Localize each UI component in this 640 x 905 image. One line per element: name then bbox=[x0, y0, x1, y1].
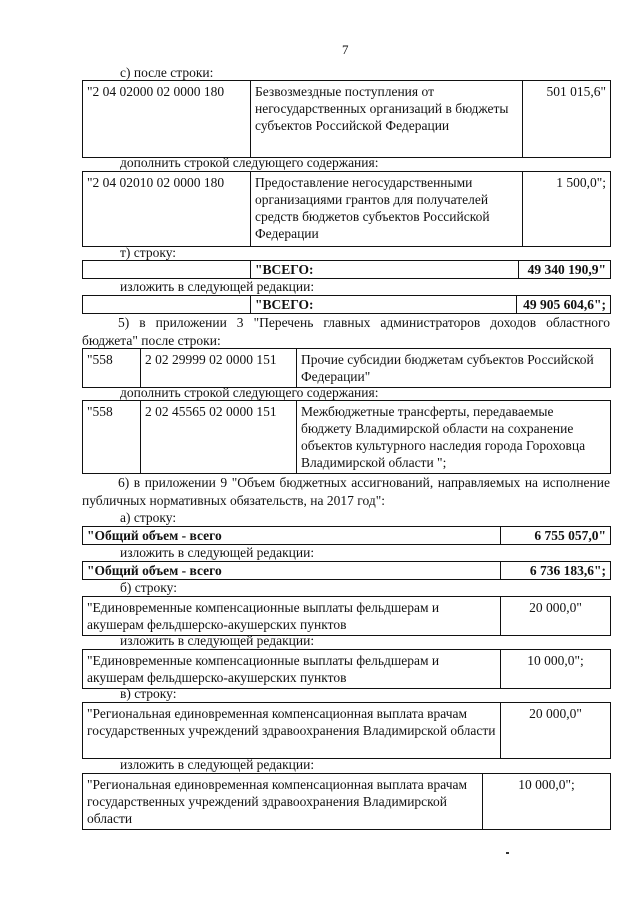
total-value: 49 905 604,6"; bbox=[517, 296, 611, 314]
table-row bbox=[83, 562, 611, 580]
budget-code: "2 04 02010 02 0000 180 bbox=[83, 172, 251, 247]
obligation-name: "Региональная единовременная компенсационная выплата врачам государственных учреждений здравоохранения Владимирской области bbox=[83, 703, 501, 759]
table-c-new bbox=[82, 171, 611, 247]
table-5-old bbox=[82, 348, 611, 388]
budget-code: "2 04 02000 02 0000 180 bbox=[83, 81, 251, 158]
table-row bbox=[83, 349, 611, 388]
income-name: Прочие субсидии бюджетам субъектов Российской Федерации" bbox=[297, 349, 611, 388]
scan-speck bbox=[506, 852, 509, 854]
budget-value: 501 015,6" bbox=[523, 81, 611, 158]
table-row bbox=[83, 597, 611, 636]
budget-name: Безвозмездные поступления от негосударственных организаций в бюджеты субъектов Российской Федерации bbox=[251, 81, 523, 158]
item6-text: 6) в приложении 9 "Объем бюджетных ассигнований, направляемых на исполнение публичных нормативных обязательств, на 2017 год": bbox=[82, 475, 610, 508]
table-6a-new bbox=[82, 561, 611, 580]
item5-add-label: дополнить строкой следующего содержания: bbox=[120, 385, 379, 400]
sec-t-label: т) строку: bbox=[120, 245, 177, 260]
obligation-value: 10 000,0"; bbox=[501, 650, 611, 689]
item5-text: 5) в приложении 3 "Перечень главных администраторов доходов областного бюджета" после строки: bbox=[82, 315, 610, 348]
obligation-value: 6 755 057,0" bbox=[501, 527, 611, 545]
obligation-name: "Единовременные компенсационные выплаты фельдшерам и акушерам фельдшерско-акушерских пунктов bbox=[83, 597, 501, 636]
table-6b-new bbox=[82, 649, 611, 689]
admin-code: "558 bbox=[83, 401, 141, 474]
table-row bbox=[83, 774, 611, 830]
item6-b-edit-label: изложить в следующей редакции: bbox=[120, 633, 315, 648]
table-row bbox=[83, 703, 611, 759]
item6-b-label: б) строку: bbox=[120, 580, 177, 595]
table-row bbox=[83, 172, 611, 247]
table-t-old bbox=[82, 260, 611, 279]
table-6v-new bbox=[82, 773, 611, 830]
table-6b-old bbox=[82, 596, 611, 636]
total-label: "ВСЕГО: bbox=[251, 296, 517, 314]
table-row bbox=[83, 650, 611, 689]
obligation-name: "Общий объем - всего bbox=[83, 527, 501, 545]
total-value: 49 340 190,9" bbox=[519, 261, 611, 279]
budget-name: Предоставление негосударственными организациями грантов для получателей средств бюджетов субъектов Российской Федерации bbox=[251, 172, 523, 247]
item6-a-edit-label: изложить в следующей редакции: bbox=[120, 545, 315, 560]
table-row bbox=[83, 261, 611, 279]
item6-v-edit-label: изложить в следующей редакции: bbox=[120, 757, 315, 772]
obligation-name: "Единовременные компенсационные выплаты фельдшерам и акушерам фельдшерско-акушерских пунктов bbox=[83, 650, 501, 689]
budget-value: 1 500,0"; bbox=[523, 172, 611, 247]
income-code: 2 02 29999 02 0000 151 bbox=[141, 349, 297, 388]
table-c-old bbox=[82, 80, 611, 158]
obligation-value: 10 000,0"; bbox=[483, 774, 611, 830]
table-row bbox=[83, 527, 611, 545]
total-label: "ВСЕГО: bbox=[251, 261, 519, 279]
sec-t-edit-label: изложить в следующей редакции: bbox=[120, 279, 315, 294]
sec-c-label: с) после строки: bbox=[120, 65, 214, 80]
table-row bbox=[83, 296, 611, 314]
obligation-name: "Региональная единовременная компенсационная выплата врачам государственных учреждений здравоохранения Владимирской области bbox=[83, 774, 483, 830]
obligation-value: 20 000,0" bbox=[501, 597, 611, 636]
income-name: Межбюджетные трансферты, передаваемые бюджету Владимирской области на сохранение объектов культурного наследия города Гороховца Владимирской области "; bbox=[297, 401, 611, 474]
table-row bbox=[83, 401, 611, 474]
table-6v-old bbox=[82, 702, 611, 759]
income-code: 2 02 45565 02 0000 151 bbox=[141, 401, 297, 474]
page-number: 7 bbox=[342, 42, 349, 57]
obligation-value: 6 736 183,6"; bbox=[501, 562, 611, 580]
item6-v-label: в) строку: bbox=[120, 686, 177, 701]
obligation-value: 20 000,0" bbox=[501, 703, 611, 759]
table-t-new bbox=[82, 295, 611, 314]
table-row bbox=[83, 81, 611, 158]
sec-c-add-label: дополнить строкой следующего содержания: bbox=[120, 155, 379, 170]
admin-code: "558 bbox=[83, 349, 141, 388]
item6-a-label: а) строку: bbox=[120, 510, 177, 525]
obligation-name: "Общий объем - всего bbox=[83, 562, 501, 580]
table-5-new bbox=[82, 400, 611, 474]
table-6a-old bbox=[82, 526, 611, 545]
